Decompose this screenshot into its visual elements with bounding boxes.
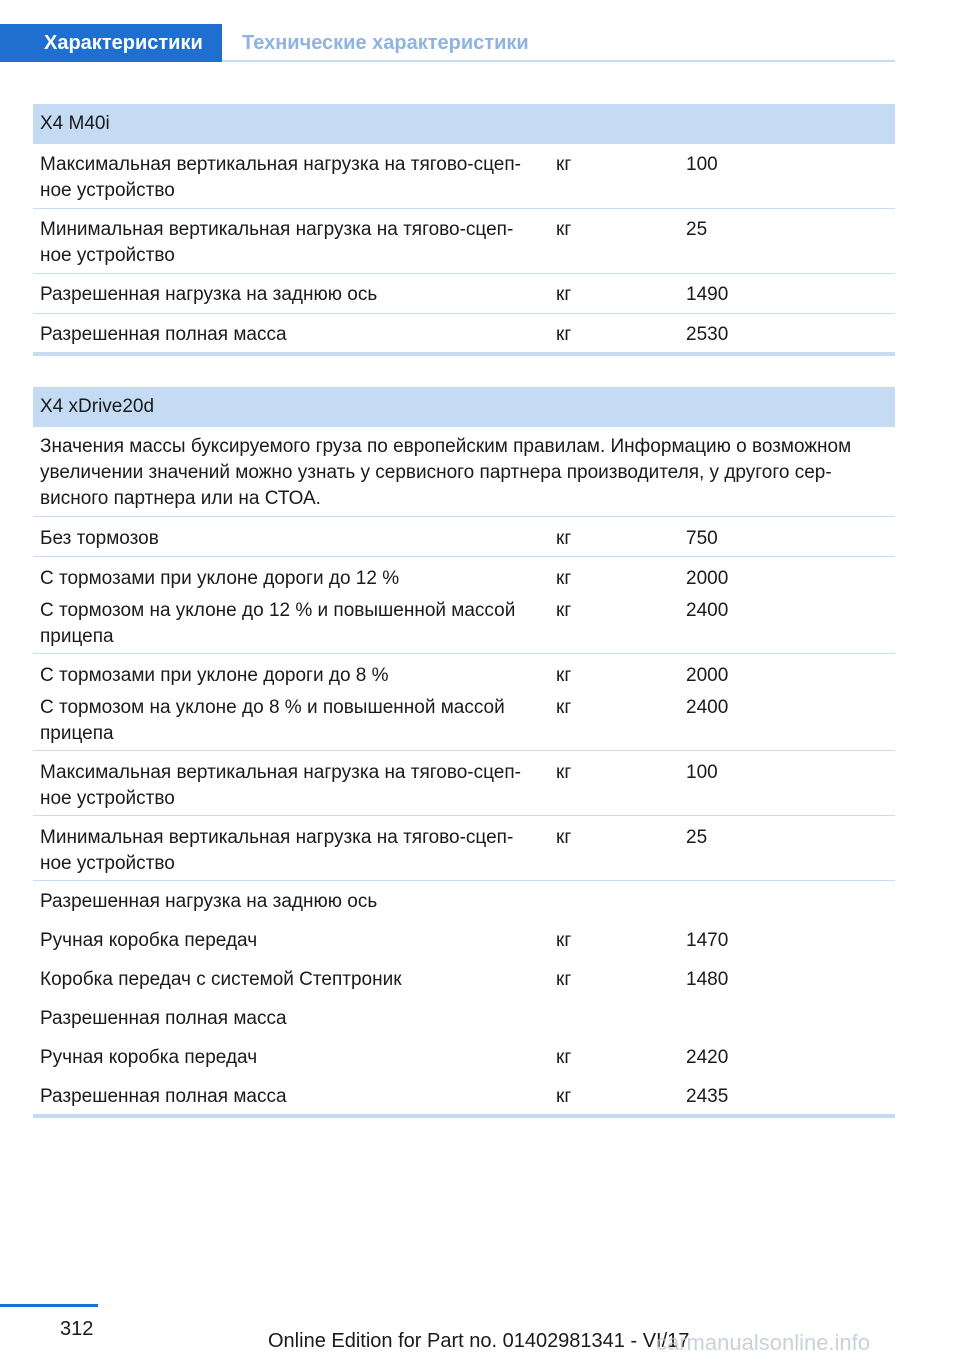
row-description: Без тормозов — [40, 528, 159, 549]
row-value: 100 — [686, 762, 718, 783]
row-description: С тормозом на уклоне до 8 % и повышенной массой прицепа — [40, 697, 505, 744]
table-row — [33, 314, 895, 352]
table-row — [33, 144, 895, 209]
row-description: Ручная коробка передач — [40, 930, 258, 951]
row-unit: кг — [556, 284, 572, 305]
table-row — [33, 517, 895, 557]
row-description: Разрешенная полная масса — [40, 1086, 287, 1107]
row-value: 2420 — [686, 1047, 729, 1068]
row-unit: кг — [556, 762, 572, 783]
row-value: 25 — [686, 827, 708, 848]
table-row — [33, 274, 895, 314]
row-unit: кг — [556, 1047, 572, 1068]
row-description: Разрешенная полная масса — [40, 1008, 287, 1029]
table-bottom-rule — [33, 352, 895, 356]
row-unit: кг — [556, 1086, 572, 1107]
table-row — [33, 654, 895, 751]
row-value: 2530 — [686, 324, 729, 345]
table-note: Значения массы буксируемого груза по европейским правилам. Информацию о возможном увеличении значений можно узнать у сервисного партнера производителя, у другого сер-висного партнера или на СТОА. — [33, 427, 895, 517]
row-description: С тормозами при уклоне дороги до 8 % — [40, 665, 389, 686]
table-row — [33, 881, 895, 920]
row-description: Максимальная вертикальная нагрузка на тягово-сцеп-ное устройство — [40, 154, 521, 201]
row-description: Минимальная вертикальная нагрузка на тягово-сцеп-ное устройство — [40, 827, 514, 874]
table-title: X4 xDrive20d — [33, 387, 895, 427]
table-bottom-rule — [33, 1114, 895, 1118]
row-value: 25 — [686, 219, 708, 240]
row-unit: кг — [556, 600, 572, 621]
row-description: Разрешенная нагрузка на заднюю ось — [40, 891, 378, 912]
row-value: 1490 — [686, 284, 729, 305]
row-unit: кг — [556, 568, 572, 589]
row-description: С тормозами при уклоне дороги до 12 % — [40, 568, 400, 589]
header-rule — [222, 60, 895, 62]
table-row — [33, 959, 895, 998]
row-description: Разрешенная нагрузка на заднюю ось — [40, 284, 378, 305]
table-row — [33, 1076, 895, 1114]
row-description: С тормозом на уклоне до 12 % и повышенной массой прицепа — [40, 600, 516, 647]
row-unit: кг — [556, 528, 572, 549]
row-value: 1480 — [686, 969, 729, 990]
row-description: Минимальная вертикальная нагрузка на тягово-сцеп-ное устройство — [40, 219, 514, 266]
row-unit: кг — [556, 154, 572, 175]
table-row — [33, 209, 895, 274]
row-value: 2000 — [686, 568, 729, 589]
row-unit: кг — [556, 697, 572, 718]
row-value: 1470 — [686, 930, 729, 951]
row-unit: кг — [556, 969, 572, 990]
table-row — [33, 751, 895, 816]
row-description: Ручная коробка передач — [40, 1047, 258, 1068]
spec-table-x4-m40i — [33, 104, 895, 356]
table-title: X4 M40i — [33, 104, 895, 144]
row-description: Максимальная вертикальная нагрузка на тягово-сцеп-ное устройство — [40, 762, 521, 809]
row-value: 100 — [686, 154, 718, 175]
row-unit: кг — [556, 827, 572, 848]
table-row — [33, 1037, 895, 1076]
table-row — [33, 557, 895, 654]
section-tab: Характеристики — [0, 24, 222, 62]
table-row — [33, 816, 895, 881]
row-value: 750 — [686, 528, 718, 549]
row-value: 2400 — [686, 697, 729, 718]
row-unit: кг — [556, 665, 572, 686]
row-unit: кг — [556, 930, 572, 951]
table-row — [33, 920, 895, 959]
row-description: Разрешенная полная масса — [40, 324, 287, 345]
table-row — [33, 998, 895, 1037]
subsection-title: Технические характеристики — [242, 32, 529, 54]
edition-info: Online Edition for Part no. 01402981341 - VI/17 — [268, 1330, 690, 1352]
page-header — [0, 24, 895, 62]
spec-table-x4-xdrive20d — [33, 387, 895, 1118]
row-value: 2435 — [686, 1086, 729, 1107]
row-value: 2000 — [686, 665, 729, 686]
row-value: 2400 — [686, 600, 729, 621]
footer-rule — [0, 1304, 98, 1307]
row-unit: кг — [556, 324, 572, 345]
watermark: carmanualsonline.info — [656, 1330, 871, 1355]
row-unit: кг — [556, 219, 572, 240]
row-description: Коробка передач с системой Стептроник — [40, 969, 402, 990]
page-number: 312 — [60, 1318, 94, 1340]
